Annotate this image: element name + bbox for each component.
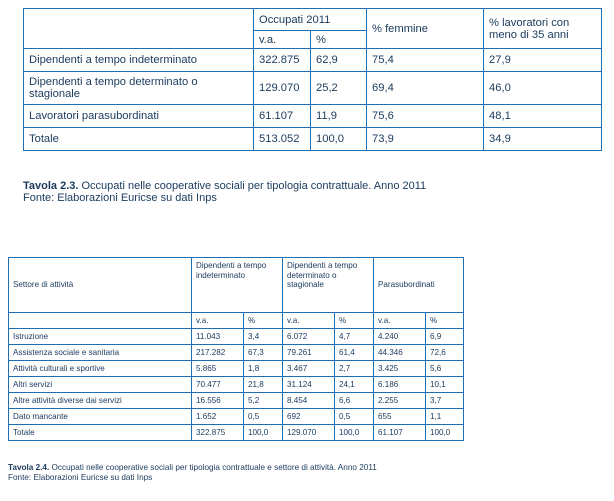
row-label: Istruzione bbox=[9, 329, 192, 345]
cell-va: 2.255 bbox=[374, 393, 426, 409]
cell-pct: 6,9 bbox=[426, 329, 464, 345]
table-occupati-settore bbox=[8, 257, 464, 441]
cell-pct: 21,8 bbox=[244, 377, 283, 393]
table-row bbox=[9, 361, 464, 377]
header-indeterminato: Dipendenti a tempo indeterminato bbox=[192, 258, 283, 313]
cell-femmine: 75,4 bbox=[367, 49, 484, 72]
row-label: Totale bbox=[9, 425, 192, 441]
header-pct: % bbox=[426, 313, 464, 329]
cell-va: 61.107 bbox=[374, 425, 426, 441]
row-label: Attività culturali e sportive bbox=[9, 361, 192, 377]
caption-number: Tavola 2.3. bbox=[23, 180, 79, 192]
cell-pct: 72,6 bbox=[426, 345, 464, 361]
cell-va: 70.477 bbox=[192, 377, 244, 393]
cell-va: 129.070 bbox=[283, 425, 335, 441]
cell-femmine: 75,6 bbox=[367, 105, 484, 128]
cell-pct: 5,2 bbox=[244, 393, 283, 409]
table-row bbox=[9, 345, 464, 361]
cell-va: 16.556 bbox=[192, 393, 244, 409]
cell-pct: 0,5 bbox=[244, 409, 283, 425]
header-determinato: Dipendenti a tempo determinato o stagionale bbox=[283, 258, 374, 313]
cell-va: 4.240 bbox=[374, 329, 426, 345]
header-va: v.a. bbox=[254, 31, 311, 49]
cell-pct: 100,0 bbox=[426, 425, 464, 441]
row-label: Altri servizi bbox=[9, 377, 192, 393]
header-pct: % bbox=[335, 313, 374, 329]
cell-va: 129.070 bbox=[254, 72, 311, 105]
cell-pct: 3,7 bbox=[426, 393, 464, 409]
header-empty bbox=[9, 313, 192, 329]
table-row bbox=[9, 409, 464, 425]
cell-pct: 5,6 bbox=[426, 361, 464, 377]
caption-tavola-2-4 bbox=[8, 463, 377, 483]
row-label: Dipendenti a tempo indeterminato bbox=[24, 49, 254, 72]
row-label: Assistenza sociale e sanitaria bbox=[9, 345, 192, 361]
cell-va: 322.875 bbox=[254, 49, 311, 72]
cell-under35: 46,0 bbox=[484, 72, 602, 105]
cell-pct: 10,1 bbox=[426, 377, 464, 393]
cell-pct: 67,3 bbox=[244, 345, 283, 361]
caption-number: Tavola 2.4. bbox=[8, 463, 50, 472]
cell-va: 217.282 bbox=[192, 345, 244, 361]
row-label: Dato mancante bbox=[9, 409, 192, 425]
cell-pct: 100,0 bbox=[335, 425, 374, 441]
table-occupati-tipologia bbox=[23, 8, 602, 151]
cell-femmine: 73,9 bbox=[367, 128, 484, 151]
header-femmine: % femmine bbox=[367, 9, 484, 49]
cell-femmine: 69,4 bbox=[367, 72, 484, 105]
cell-pct: 6,6 bbox=[335, 393, 374, 409]
cell-va: 6.186 bbox=[374, 377, 426, 393]
caption-source: Fonte: Elaborazioni Euricse su dati Inps bbox=[23, 192, 217, 204]
header-empty bbox=[24, 9, 254, 49]
cell-va: 3.425 bbox=[374, 361, 426, 377]
table-row bbox=[24, 49, 602, 72]
caption-tavola-2-3 bbox=[23, 180, 426, 204]
cell-va: 1.652 bbox=[192, 409, 244, 425]
cell-va: 692 bbox=[283, 409, 335, 425]
cell-va: 8.454 bbox=[283, 393, 335, 409]
row-label: Dipendenti a tempo determinato o stagionale bbox=[24, 72, 254, 105]
cell-under35: 48,1 bbox=[484, 105, 602, 128]
header-va: v.a. bbox=[283, 313, 335, 329]
cell-va: 11.043 bbox=[192, 329, 244, 345]
header-va: v.a. bbox=[192, 313, 244, 329]
header-pct: % bbox=[244, 313, 283, 329]
caption-text: Occupati nelle cooperative sociali per tipologia contrattuale. Anno 2011 bbox=[78, 180, 427, 192]
header-sector: Settore di attività bbox=[9, 258, 192, 313]
cell-pct: 62,9 bbox=[311, 49, 367, 72]
header-occupati-2011: Occupati 2011 bbox=[254, 9, 367, 31]
cell-va: 79.261 bbox=[283, 345, 335, 361]
cell-va: 5.865 bbox=[192, 361, 244, 377]
cell-va: 44.346 bbox=[374, 345, 426, 361]
cell-pct: 2,7 bbox=[335, 361, 374, 377]
cell-va: 31.124 bbox=[283, 377, 335, 393]
cell-pct: 24,1 bbox=[335, 377, 374, 393]
cell-pct: 61,4 bbox=[335, 345, 374, 361]
cell-va: 61.107 bbox=[254, 105, 311, 128]
caption-source: Fonte: Elaborazioni Euricse su dati Inps bbox=[8, 473, 153, 482]
cell-va: 3.467 bbox=[283, 361, 335, 377]
table-row bbox=[24, 105, 602, 128]
header-under35: % lavoratori con meno di 35 anni bbox=[484, 9, 602, 49]
cell-pct: 11,9 bbox=[311, 105, 367, 128]
cell-pct: 4,7 bbox=[335, 329, 374, 345]
table-row bbox=[24, 72, 602, 105]
header-va: v.a. bbox=[374, 313, 426, 329]
cell-va: 322.875 bbox=[192, 425, 244, 441]
cell-pct: 100,0 bbox=[311, 128, 367, 151]
table-row-total bbox=[24, 128, 602, 151]
row-label: Lavoratori parasubordinati bbox=[24, 105, 254, 128]
table-row bbox=[9, 393, 464, 409]
cell-pct: 0,5 bbox=[335, 409, 374, 425]
row-label: Altre attività diverse dai servizi bbox=[9, 393, 192, 409]
cell-pct: 1,8 bbox=[244, 361, 283, 377]
cell-pct: 1,1 bbox=[426, 409, 464, 425]
header-parasubordinati: Parasubordinati bbox=[374, 258, 464, 313]
cell-under35: 34,9 bbox=[484, 128, 602, 151]
cell-pct: 3,4 bbox=[244, 329, 283, 345]
cell-pct: 25,2 bbox=[311, 72, 367, 105]
caption-text: Occupati nelle cooperative sociali per tipologia contrattuale e settore di attività. Anno 2011 bbox=[49, 463, 377, 472]
table-row bbox=[9, 377, 464, 393]
cell-pct: 100,0 bbox=[244, 425, 283, 441]
cell-under35: 27,9 bbox=[484, 49, 602, 72]
table-row-total bbox=[9, 425, 464, 441]
row-label: Totale bbox=[24, 128, 254, 151]
table-row bbox=[9, 329, 464, 345]
cell-va: 655 bbox=[374, 409, 426, 425]
header-pct: % bbox=[311, 31, 367, 49]
cell-va: 513.052 bbox=[254, 128, 311, 151]
cell-va: 6.072 bbox=[283, 329, 335, 345]
